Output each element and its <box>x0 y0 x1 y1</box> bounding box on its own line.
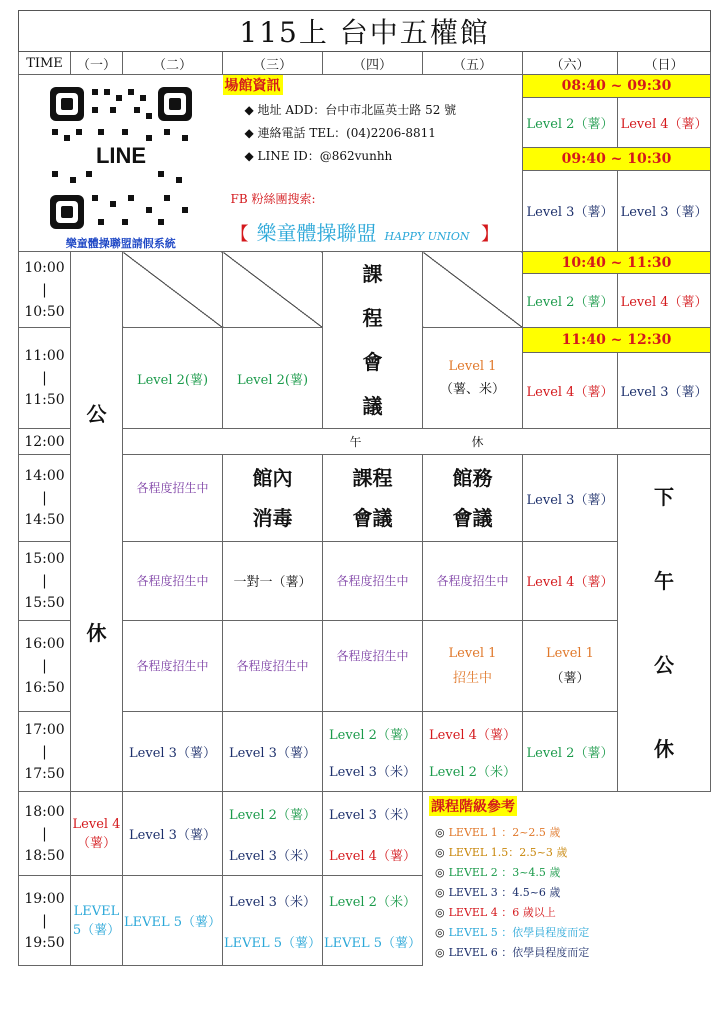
monday-off: 公 休 <box>71 252 123 792</box>
sat-slot3-class: Level 2（薯） <box>523 274 618 328</box>
line-qr-code <box>46 83 196 233</box>
fri-14-meeting: 館務 會議 <box>423 455 523 542</box>
fri-17-class: Level 4（薯） Level 2（米） <box>423 712 523 792</box>
thu-14-meeting: 課程 會議 <box>323 455 423 542</box>
bullet-icon: ◎ <box>435 866 445 879</box>
bullet-icon: ◎ <box>435 826 445 839</box>
wed-17-class: Level 3（薯） <box>223 712 323 792</box>
header-wed: （三） <box>223 52 323 75</box>
weekend-slot-4: 11:40 ~ 12:30 <box>523 328 711 353</box>
bracket-right: 】 <box>480 224 499 245</box>
tue-19-class: LEVEL 5（薯） <box>71 876 123 966</box>
fri-11-class: Level 1 （薯、米） <box>423 328 523 429</box>
weekend-slot-1: 08:40 ~ 09:30 <box>523 75 711 98</box>
thu-course-meeting: 課 程 會 議 <box>323 252 423 429</box>
weekend-slot-3: 10:40 ~ 11:30 <box>523 252 711 274</box>
header-tue: （二） <box>123 52 223 75</box>
level-reference-list <box>423 824 618 960</box>
tue-17-class: Level 3（薯） <box>123 712 223 792</box>
bracket-left: 【 <box>230 224 249 245</box>
venue-line-id: ◆ LINE ID：@862vunhh <box>244 149 393 163</box>
bullet-icon: ◎ <box>435 906 445 919</box>
bullet-icon: ◎ <box>435 846 445 859</box>
tue-14-class: 各程度招生中 <box>123 455 223 542</box>
sat-15-class: Level 4（薯） <box>523 542 618 621</box>
tue-11-class: Level 2(薯) <box>123 328 223 429</box>
wed-15-class: 一對一（薯） <box>223 542 323 621</box>
time-12: 12:00 <box>19 429 71 455</box>
level-reference-item: ◎ LEVEL 6 ：依學員程度而定 <box>435 946 590 959</box>
page-title: 115上 台中五權館 <box>19 11 711 52</box>
fri-16-class: Level 1 招生中 <box>423 620 523 711</box>
fri-15-class: 各程度招生中 <box>423 542 523 621</box>
venue-phone: ◆ 連絡電話 TEL：(04)2206-8811 <box>244 126 436 140</box>
level-reference-item: ◎ LEVEL 2 ：3~4.5 歲 <box>435 866 561 879</box>
venue-info <box>223 75 523 252</box>
wed-14-disinfect: 館內 消毒 <box>223 455 323 542</box>
sat-slot1-class: Level 2（薯） <box>523 97 618 147</box>
level-reference <box>423 792 618 966</box>
header-sat: （六） <box>523 52 618 75</box>
tue-16-class: 各程度招生中 <box>123 620 223 711</box>
venue-info-heading: 場館資訊 <box>223 75 283 95</box>
lunch-break: 午 休 <box>123 429 711 455</box>
tue-18-class: Level 4（薯） <box>71 792 123 876</box>
level-reference-title: 課程階級參考 <box>429 796 517 816</box>
union-chinese-name: 樂童體操聯盟 <box>256 221 377 245</box>
sunday-afternoon-off: 下 午 公 休 <box>618 455 711 792</box>
tue-15-class: 各程度招生中 <box>123 542 223 621</box>
union-english-name: HAPPY UNION <box>384 230 470 243</box>
time-10: 10:00 | 10:50 <box>19 252 71 328</box>
sun-slot1-class: Level 4（薯） <box>618 97 711 147</box>
time-19: 19:00 | 19:50 <box>19 876 71 966</box>
time-15: 15:00 | 15:50 <box>19 542 71 621</box>
tue-10-empty <box>123 252 223 328</box>
wed-11-class: Level 2(薯) <box>223 328 323 429</box>
sat-16-class: Level 1 （薯） <box>523 620 618 711</box>
fri-18-class: Level 3（米） Level 4（薯） <box>323 792 423 876</box>
wed-10-empty <box>223 252 323 328</box>
thu-17-class: Level 2（薯） Level 3（米） <box>323 712 423 792</box>
thu-16-class: 各程度招生中 <box>323 620 423 711</box>
header-thu: （四） <box>323 52 423 75</box>
level-reference-item: ◎ LEVEL 1 ：2~2.5 歲 <box>435 826 561 839</box>
fb-search-label: FB 粉絲團搜索: <box>230 192 316 206</box>
venue-address: ◆ 地址 ADD：台中市北區英士路 52 號 <box>244 103 457 117</box>
sun-slot2-class: Level 3（薯） <box>618 170 711 251</box>
time-17: 17:00 | 17:50 <box>19 712 71 792</box>
level-reference-item: ◎ LEVEL 3 ：4.5~6 歲 <box>435 886 561 899</box>
wed-19-class: LEVEL 5（薯） <box>123 876 223 966</box>
line-logo-text: LINE <box>95 143 146 168</box>
sat-14-class: Level 3（薯） <box>523 455 618 542</box>
weekend-slot-2: 09:40 ~ 10:30 <box>523 147 711 170</box>
level-reference-item: ◎ LEVEL 5 ：依學員程度而定 <box>435 926 590 939</box>
time-16: 16:00 | 16:50 <box>19 620 71 711</box>
schedule-sheet <box>18 10 710 967</box>
thu-18-class: Level 2（薯） Level 3（米） <box>223 792 323 876</box>
header-time: TIME <box>19 52 71 75</box>
time-11: 11:00 | 11:50 <box>19 328 71 429</box>
level-reference-item: ◎ LEVEL 4 ：6 歲以上 <box>435 906 556 919</box>
wed-16-class: 各程度招生中 <box>223 620 323 711</box>
sun-slot4-class: Level 3（薯） <box>618 353 711 429</box>
sat-slot2-class: Level 3（薯） <box>523 170 618 251</box>
wed-18-class: Level 3（薯） <box>123 792 223 876</box>
schedule-table <box>18 10 711 966</box>
header-mon: （一） <box>71 52 123 75</box>
header-sun: （日） <box>618 52 711 75</box>
sun-slot3-class: Level 4（薯） <box>618 274 711 328</box>
sat-17-class: Level 2（薯） <box>523 712 618 792</box>
time-18: 18:00 | 18:50 <box>19 792 71 876</box>
bullet-icon: ◎ <box>435 886 445 899</box>
union-name <box>231 217 523 246</box>
thu-19-class: Level 3（米） LEVEL 5（薯） <box>223 876 323 966</box>
time-14: 14:00 | 14:50 <box>19 455 71 542</box>
bullet-icon: ◎ <box>435 926 445 939</box>
fri-19-class: Level 2（米） LEVEL 5（薯） <box>323 876 423 966</box>
thu-15-class: 各程度招生中 <box>323 542 423 621</box>
sat-slot4-class: Level 4（薯） <box>523 353 618 429</box>
level-reference-item: ◎ LEVEL 1.5：2.5~3 歲 <box>435 846 568 859</box>
fri-10-empty <box>423 252 523 328</box>
header-fri: （五） <box>423 52 523 75</box>
bullet-icon: ◎ <box>435 946 445 959</box>
leave-system-caption: 樂童體操聯盟請假系統 <box>65 237 176 250</box>
qr-block <box>19 75 223 252</box>
